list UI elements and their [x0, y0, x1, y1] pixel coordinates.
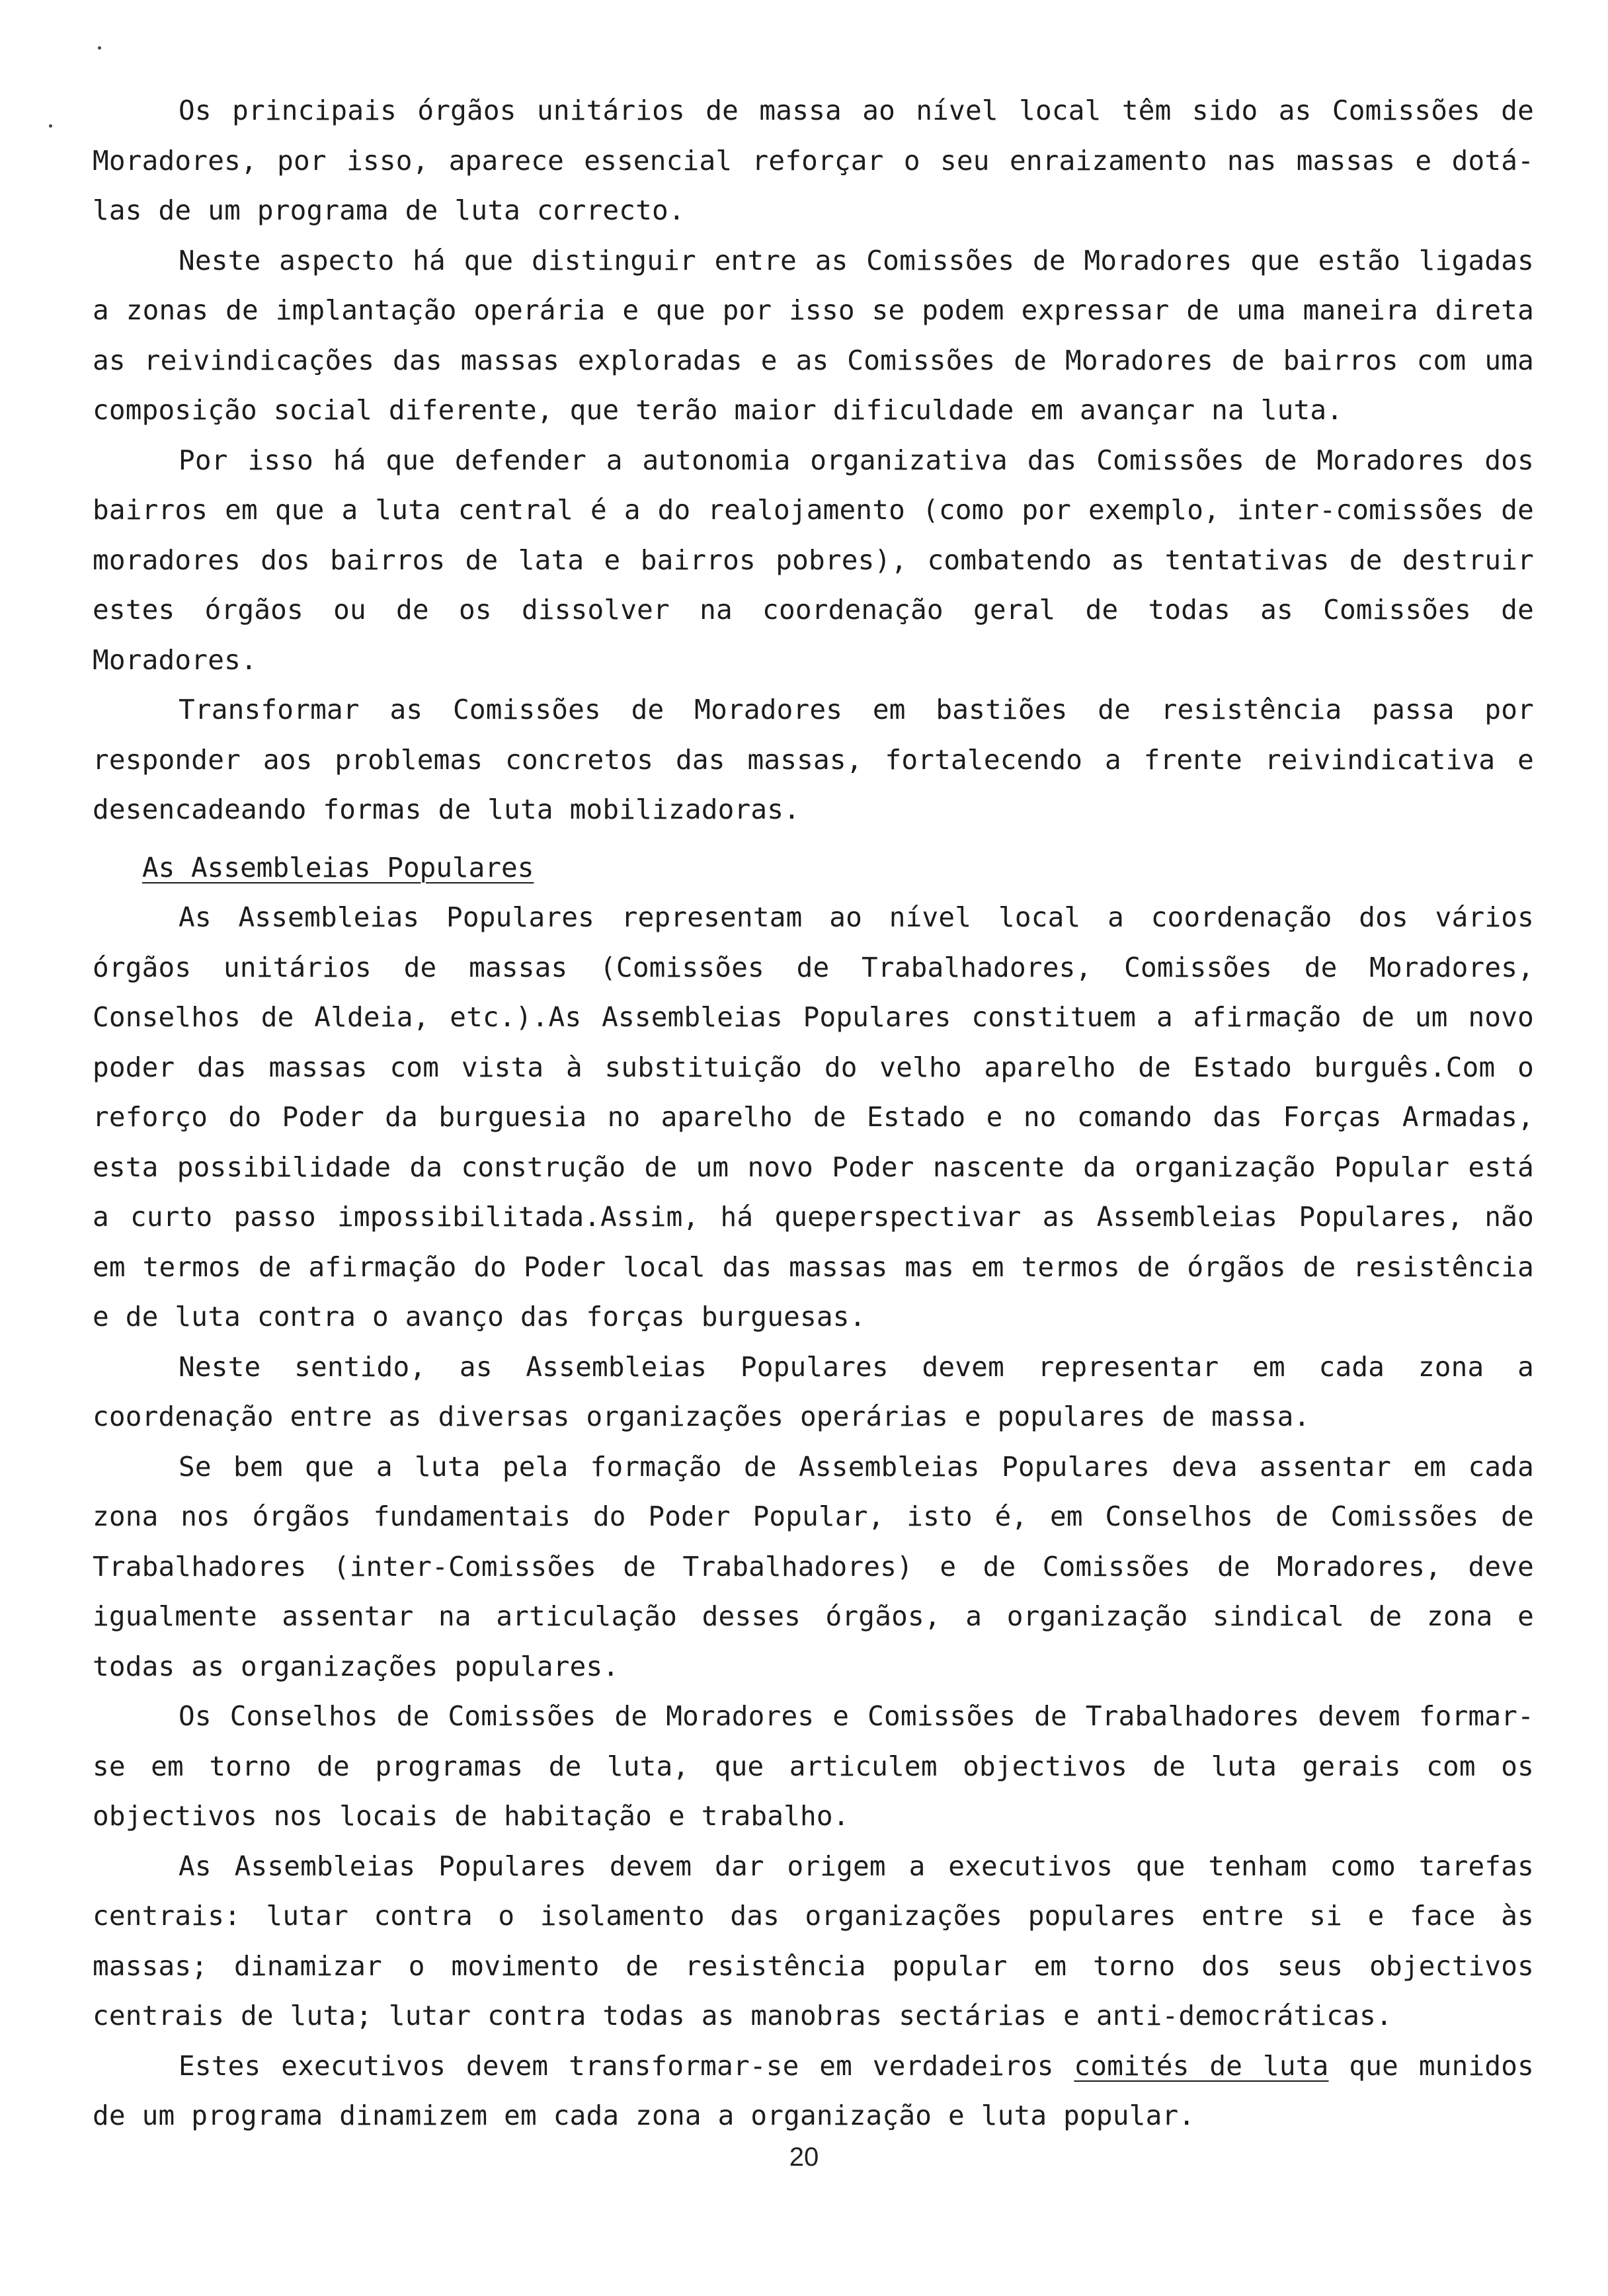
section-paragraph-1: As Assembleias Populares representam ao nível local a coordenação dos vários órgãos unitários de massas (Comissões de Trabalhadores, Comissões de Moradores, Conselhos de Aldeia, etc.).As Assembleias Populares constituem a afirmação de um novo poder das massas com vista à substituição do velho aparelho de Estado burguês.Com o reforço do Poder da burguesia no aparelho de Estado e no comando das Forças Armadas, esta possibilidade da construção de um novo Poder nascente da organização Popular está a curto passo impossibilitada.Assim, há queperspectivar as Assembleias Populares, não em termos de afirmação do Poder local das massas mas em termos de órgãos de resistência e de luta contra o avanço das forças burguesas. [93, 901, 1534, 1332]
section-paragraph-5: As Assembleias Populares devem dar origem a executivos que tenham como tarefas centrais: lutar contra o isolamento das organizações populares entre si e face às massas; dinamizar o movimento de resistência popular em torno dos seus objectivos centrais de luta; lutar contra todas as manobras sectárias e anti-democráticas. [93, 1850, 1534, 2031]
paragraph-3: Por isso há que defender a autonomia organizativa das Comissões de Moradores dos bairros em que a luta central é a do realojamento (como por exemplo, inter-comissões de moradores dos bairros de lata e bairros pobres), combatendo as tentativas de destruir estes órgãos ou de os dissolver na coordenação geral de todas as Comissões de Moradores. [93, 444, 1534, 676]
final-paragraph-end: que munidos de um programa dinamizem em cada zona a organização e luta popular. [93, 2049, 1535, 2131]
section-paragraph-3: Se bem que a luta pela formação de Assembleias Populares deva assentar em cada zona nos órgãos fundamentais do Poder Popular, isto é, em Conselhos de Comissões de Trabalhadores (inter-Comissões de Trabalhadores) e de Comissões de Moradores, deve igualmente assentar na articulação desses órgãos, a organização sindical de zona e todas as organizações populares. [93, 1450, 1534, 1682]
final-paragraph-start: Estes executivos devem transformar-se em verdadeiros [179, 2049, 1074, 2082]
section-paragraph-4: Os Conselhos de Comissões de Moradores e Comissões de Trabalhadores devem formar-se em torno de programas de luta, que articulem objectivos de luta gerais com os objectivos nos locais de habitação e trabalho. [93, 1700, 1534, 1832]
scan-speck [49, 124, 52, 128]
section-paragraph-2: Neste sentido, as Assembleias Populares devem representar em cada zona a coordenação entre as diversas organizações operárias e populares de massa. [93, 1350, 1534, 1432]
scan-speck [98, 46, 101, 50]
paragraph-2: Neste aspecto há que distinguir entre as Comissões de Moradores que estão ligadas a zonas de implantação operária e que por isso se podem expressar de uma maneira direta as reivindicações das massas exploradas e as Comissões de Moradores de bairros com uma composição social diferente, que terão maior dificuldade em avançar na luta. [93, 244, 1534, 426]
paragraph-4: Transformar as Comissões de Moradores em bastiões de resistência passa por responder aos problemas concretos das massas, fortalecendo a frente reivindicativa e desencadeando formas de luta mobilizadoras. [93, 694, 1534, 825]
final-paragraph [93, 2041, 1534, 2141]
final-paragraph-emphasis: comités de luta [1074, 2049, 1329, 2082]
page-number: 20 [789, 2143, 819, 2172]
section-heading: As Assembleias Populares [142, 851, 534, 883]
document-page [93, 86, 1534, 2141]
paragraph-1: Os principais órgãos unitários de massa ao nível local têm sido as Comissões de Moradores, por isso, aparece essencial reforçar o seu enraizamento nas massas e dotá-las de um programa de luta correcto. [93, 95, 1534, 226]
